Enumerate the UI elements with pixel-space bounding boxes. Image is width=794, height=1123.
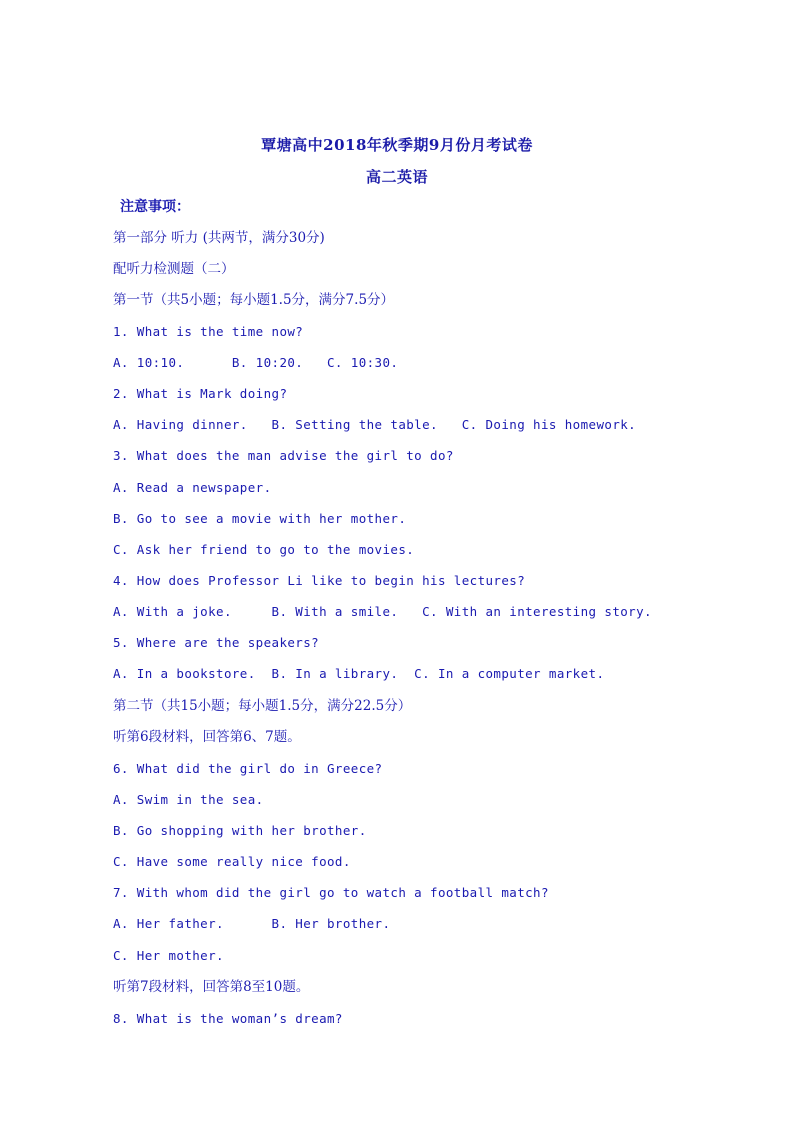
question-3-option-b: B. Go to see a movie with her mother. bbox=[113, 511, 407, 526]
exam-title: 覃塘高中2018年秋季期9月份月考试卷 bbox=[261, 136, 533, 154]
question-3-option-a: A. Read a newspaper. bbox=[113, 480, 272, 495]
part-one-heading: 第一部分 听力 (共两节，满分30分) bbox=[113, 230, 325, 246]
question-3-option-c: C. Ask her friend to go to the movies. bbox=[113, 542, 415, 557]
question-8: 8. What is the woman’s dream? bbox=[113, 1011, 343, 1026]
question-3: 3. What does the man advise the girl to do? bbox=[113, 448, 454, 463]
listening-test-note: 配听力检测题（二） bbox=[113, 261, 235, 277]
section-one-heading: 第一节（共5小题；每小题1.5分，满分7.5分） bbox=[113, 292, 395, 308]
passage-6-instruction: 听第6段材料，回答第6、7题。 bbox=[113, 729, 301, 745]
question-5: 5. Where are the speakers? bbox=[113, 635, 320, 650]
notice-heading: 注意事项： bbox=[120, 199, 190, 215]
question-4-options: A. With a joke. B. With a smile. C. With an interesting story. bbox=[113, 604, 652, 619]
question-6-option-c: C. Have some really nice food. bbox=[113, 854, 351, 869]
question-6: 6. What did the girl do in Greece? bbox=[113, 761, 383, 776]
section-two-heading: 第二节（共15小题；每小题1.5分，满分22.5分） bbox=[113, 698, 412, 714]
question-1-options: A. 10:10. B. 10:20. C. 10:30. bbox=[113, 355, 399, 370]
question-7: 7. With whom did the girl go to watch a football match? bbox=[113, 885, 549, 900]
question-6-option-b: B. Go shopping with her brother. bbox=[113, 823, 367, 838]
question-4: 4. How does Professor Li like to begin his lectures? bbox=[113, 573, 526, 588]
question-2-options: A. Having dinner. B. Setting the table. C. Doing his homework. bbox=[113, 417, 637, 432]
question-6-option-a: A. Swim in the sea. bbox=[113, 792, 264, 807]
question-5-options: A. In a bookstore. B. In a library. C. In a computer market. bbox=[113, 666, 605, 681]
question-1: 1. What is the time now? bbox=[113, 324, 304, 339]
question-7-option-c: C. Her mother. bbox=[113, 948, 224, 963]
question-7-options-ab: A. Her father. B. Her brother. bbox=[113, 916, 391, 931]
question-2: 2. What is Mark doing? bbox=[113, 386, 288, 401]
exam-subject: 高二英语 bbox=[365, 168, 428, 186]
passage-7-instruction: 听第7段材料，回答第8至10题。 bbox=[113, 979, 310, 995]
